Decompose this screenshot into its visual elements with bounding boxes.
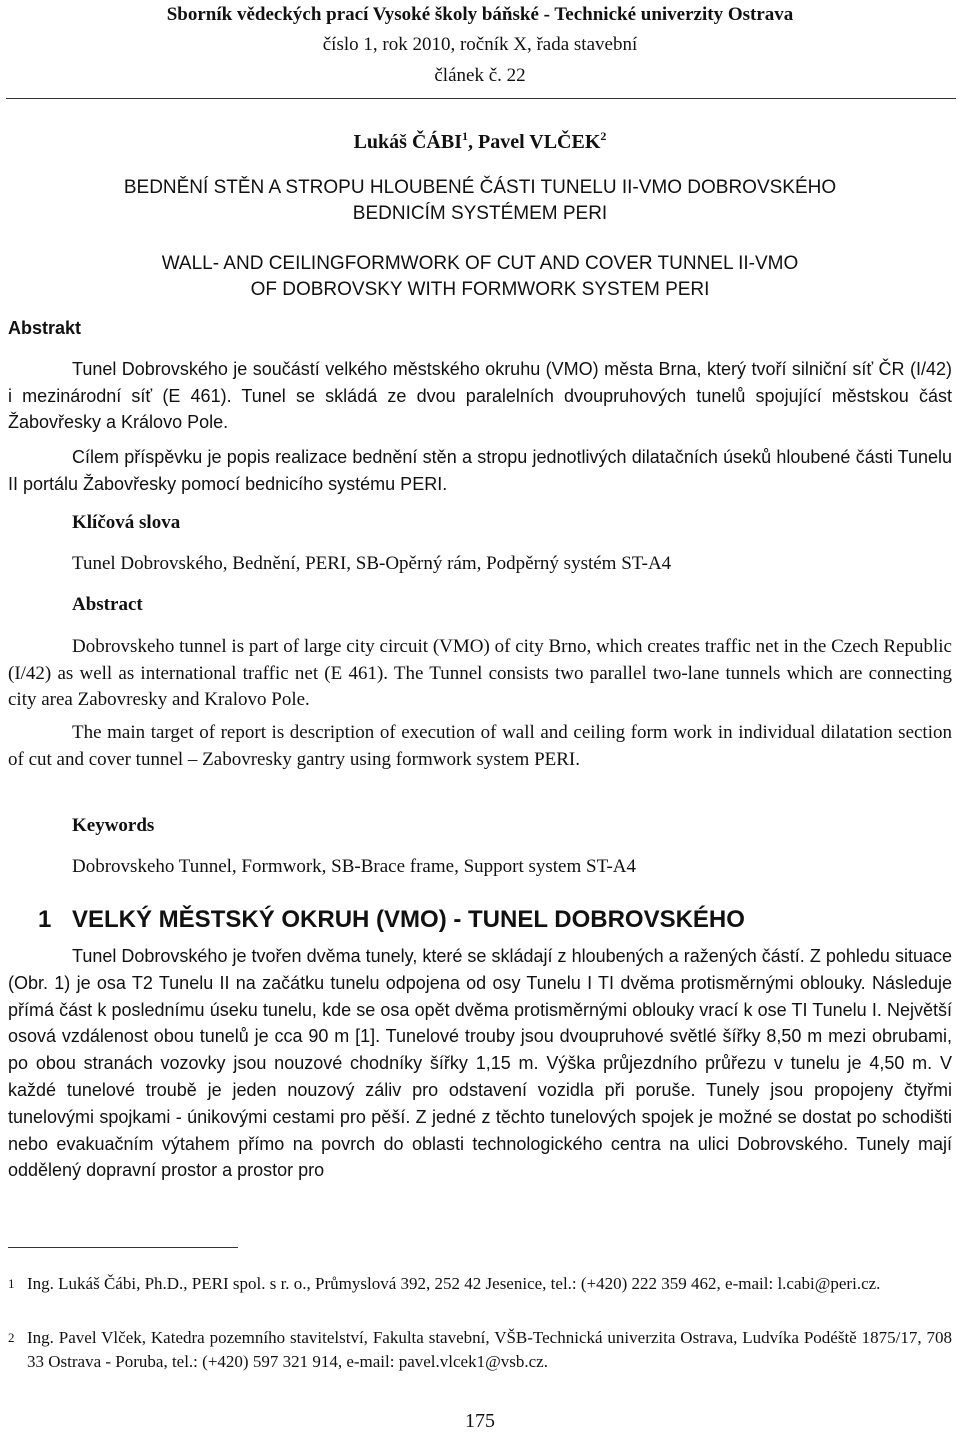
authors	[0, 122, 960, 156]
title-czech	[0, 175, 960, 227]
section-number: 1	[38, 906, 52, 933]
header-divider	[6, 98, 956, 99]
abstrakt-paragraph-1: Tunel Dobrovského je součástí velkého městského okruhu (VMO) města Brna, který tvoří silniční síť ČR (I/42) i mezinárodní síť (E 461). Tunel se skládá ze dvou paralelních dvoupruhových tunelů spojující městskou část Žabovřesky a Královo Pole.	[8, 359, 952, 432]
abstrakt-heading: Abstrakt	[8, 318, 82, 338]
author-2: Pavel VLČEK	[477, 131, 601, 153]
footnote-1-text: Ing. Lukáš Čábi, Ph.D., PERI spol. s r. o., Průmyslová 392, 252 42 Jesenice, tel.: (+420) 222 359 462, e-mail: l.cabi@peri.cz.	[27, 1274, 881, 1293]
abstract-heading: Abstract	[72, 594, 143, 615]
footnote-1-number: 1	[8, 1276, 15, 1291]
article-number: článek č. 22	[434, 65, 526, 86]
klicova-slova: Tunel Dobrovského, Bednění, PERI, SB-Opěrný rám, Podpěrný systém ST-A4	[72, 553, 672, 574]
title-czech-line-1: BEDNĚNÍ STĚN A STROPU HLOUBENÉ ČÁSTI TUNELU II-VMO DOBROVSKÉHO	[123, 177, 837, 198]
journal-title: Sborník vědeckých prací Vysoké školy báňské - Technické univerzity Ostrava	[166, 4, 794, 25]
klicova-slova-heading: Klíčová slova	[72, 512, 181, 533]
journal-issue: číslo 1, rok 2010, ročník X, řada stavební	[322, 34, 638, 55]
author-2-ref: 2	[600, 129, 607, 143]
author-separator: ,	[467, 131, 478, 153]
author-1: Lukáš ČÁBI	[353, 131, 462, 153]
footnote-2	[8, 1326, 952, 1376]
title-english-line-2: OF DOBROVSKY WITH FORMWORK SYSTEM PERI	[250, 279, 710, 300]
page-number: 175	[465, 1410, 495, 1432]
title-english	[0, 251, 960, 303]
footnote-2-text: Ing. Pavel Vlček, Katedra pozemního stavitelství, Fakulta stavební, VŠB-Technická univerzita Ostrava, Ludvíka Podéště 1875/17, 708 33 Ostrava - Poruba, tel.: (+420) 597 321 914, e-mail: pavel.vlcek1@vsb.cz.	[27, 1328, 952, 1371]
section-title: VELKÝ MĚSTSKÝ OKRUH (VMO) - TUNEL DOBROVSKÉHO	[72, 906, 745, 933]
abstract-paragraph-1: Dobrovskeho tunnel is part of large city circuit (VMO) of city Brno, which creates traffic net in the Czech Republic (I/42) as well as international traffic net (E 461). The Tunnel consists two parallel two-lane tunnels which are connecting city area Zabovresky and Kralovo Pole.	[8, 636, 952, 710]
footnote-1	[8, 1272, 952, 1322]
author-1-ref: 1	[461, 129, 468, 143]
keywords: Dobrovskeho Tunnel, Formwork, SB-Brace frame, Support system ST-A4	[72, 856, 636, 877]
footnote-divider	[8, 1247, 238, 1248]
title-czech-line-2: BEDNICÍM SYSTÉMEM PERI	[352, 203, 608, 224]
footnote-2-number: 2	[8, 1330, 15, 1345]
abstract-paragraph-2: The main target of report is description of execution of wall and ceiling form work in individual dilatation section of cut and cover tunnel – Zabovresky gantry using formwork system PERI.	[8, 722, 952, 770]
abstrakt-paragraph-2: Cílem příspěvku je popis realizace bednění stěn a stropu jednotlivých dilatačních úseků hloubené části Tunelu II portálu Žabovřesky pomocí bednicího systému PERI.	[8, 447, 952, 494]
title-english-line-1: WALL- AND CEILINGFORMWORK OF CUT AND COVER TUNNEL II-VMO	[161, 253, 799, 274]
keywords-heading: Keywords	[72, 815, 155, 836]
section-1-body: Tunel Dobrovského je tvořen dvěma tunely, které se skládají z hloubených a ražených částí. Z pohledu situace (Obr. 1) je osa T2 Tunelu II na začátku tunelu odpojena od osy Tunelu I TI dvěma protisměrnými oblouky. Následuje přímá část k poslednímu úseku tunelu, kde se osa opět dvěma protisměrnými oblouky vrací k ose TI Tunelu I. Největší osová vzdálenost obou tunelů je cca 90 m [1]. Tunelové trouby jsou dvoupruhové světlé šířky 8,50 m mezi obrubami, po obou stranách vozovky jsou nouzové chodníky šířky 1,15 m. Výška průjezdního průřezu v tunelu je 4,50 m. V každé tunelové troubě je jeden nouzový záliv pro odstavení vozidla při poruše. Tunely jsou propojeny čtyřmi tunelovými spojkami - únikovými cestami pro pěší. Z jedné z těchto tunelových spojek je možné se dostat po schodišti nebo evakuačním výtahem přímo na povrch do oblasti technologického centra na ulici Dobrovského. Tunely mají oddělený dopravní prostor a prostor pro	[8, 946, 952, 1181]
